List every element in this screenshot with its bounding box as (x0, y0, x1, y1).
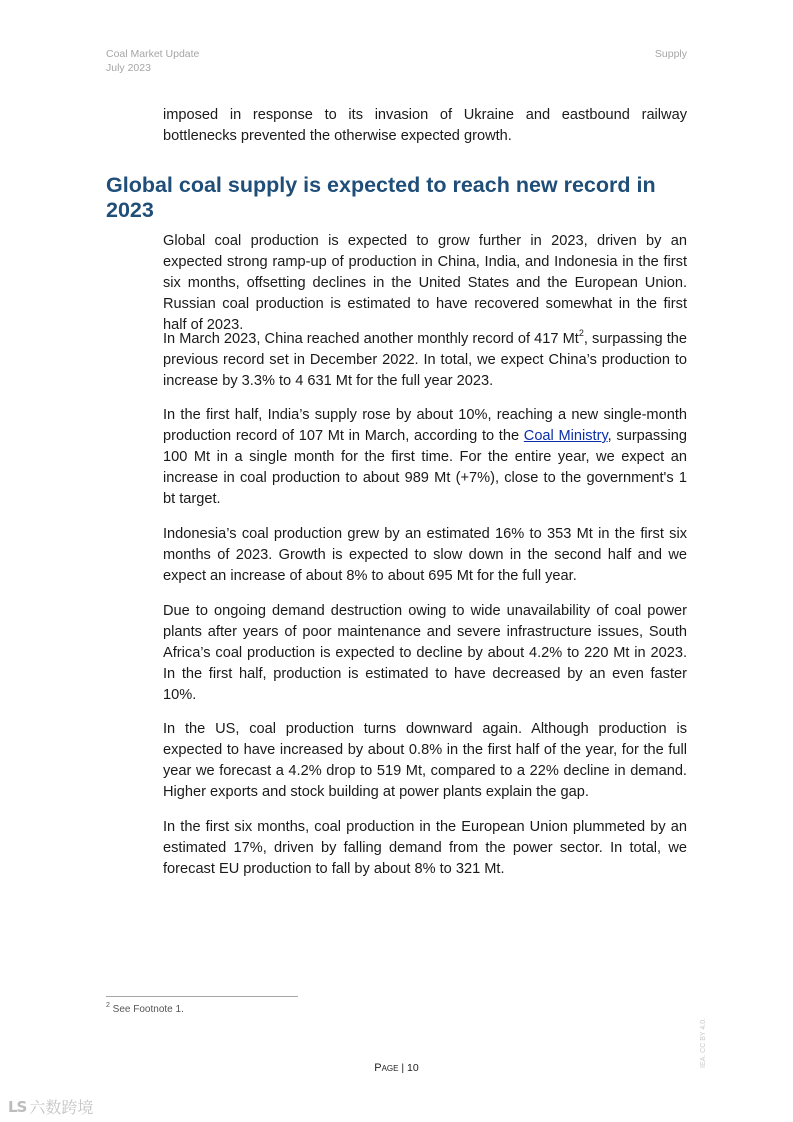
paragraph-china (163, 329, 687, 392)
intro-paragraph: imposed in response to its invasion of Ukraine and eastbound railway bottlenecks prevented the otherwise expected growth. (163, 107, 687, 144)
running-header-left (106, 47, 199, 75)
paragraph-south-africa: Due to ongoing demand destruction owing to wide unavailability of coal power plants after years of poor maintenance and severe infrastructure issues, South Africa’s coal production is expected to decline by about 4.2% to 220 Mt in 2023. In the first half, production is estimated to have decreased by an even faster 10%. (163, 603, 687, 703)
paragraph-indonesia: Indonesia’s coal production grew by an estimated 16% to 353 Mt in the first six months of 2023. Growth is expected to slow down in the second half and we expect an increase of about 8% to about 695 Mt for the full year. (163, 526, 687, 584)
paragraph-global-production: Global coal production is expected to grow further in 2023, driven by an expected strong ramp-up of production in China, India, and Indonesia in the first six months, offsetting declines in the United States and the European Union. Russian coal production is estimated to have recovered somewhat in the first half of 2023. (163, 233, 687, 333)
section-heading: Global coal supply is expected to reach new record in 2023 (106, 173, 656, 222)
page-number: 10 (407, 1062, 419, 1074)
page-separator: | (398, 1062, 408, 1074)
report-date: July 2023 (106, 62, 151, 74)
report-title: Coal Market Update (106, 48, 200, 60)
india-text-end: , surpassing 100 Mt in a single month for the first time. For the entire year, we expect an increase in coal production to about 989 Mt (+7%), close to the government's 1 bt target. (163, 428, 687, 507)
page-footer (0, 1062, 793, 1074)
footnote-ref[interactable]: 2 (578, 328, 584, 339)
footnote-number: 2 (106, 1001, 110, 1009)
paragraph-india (163, 405, 687, 510)
footnote (106, 1003, 184, 1016)
paragraph-european-union: In the first six months, coal production in the European Union plummeted by an estimated 17%, driven by falling demand from the power sector. In total, we forecast EU production to fall by about 8% to 321 Mt. (163, 819, 687, 877)
india-text-start: In the first half, India’s supply rose by about 10%, reaching a new single-month production record of 107 Mt in March, according to the (163, 407, 687, 444)
china-text-end: , surpassing the previous record set in December 2022. In total, we expect China’s production to increase by 3.3% to 4 631 Mt for the full year 2023. (163, 331, 687, 389)
watermark-text: 六数跨境 (29, 1098, 94, 1117)
watermark (8, 1095, 93, 1118)
paragraph-united-states: In the US, coal production turns downward again. Although production is expected to have increased by about 0.8% in the first half of the year, for the full year we forecast a 4.2% drop to 519 Mt, compared to a 22% decline in demand. Higher exports and stock building at power plants explain the gap. (163, 721, 687, 800)
page-label: Page (374, 1062, 399, 1074)
section-label: Supply (654, 48, 687, 60)
china-text-start: In March 2023, China reached another monthly record of 417 Mt (163, 331, 579, 347)
watermark-logo-icon: LS (8, 1097, 27, 1116)
coal-ministry-link[interactable]: Coal Ministry (523, 428, 608, 444)
license-notice: IEA. CC BY 4.0. (700, 1017, 707, 1068)
footnote-separator (106, 996, 298, 997)
footnote-text: See Footnote 1. (109, 1004, 184, 1015)
